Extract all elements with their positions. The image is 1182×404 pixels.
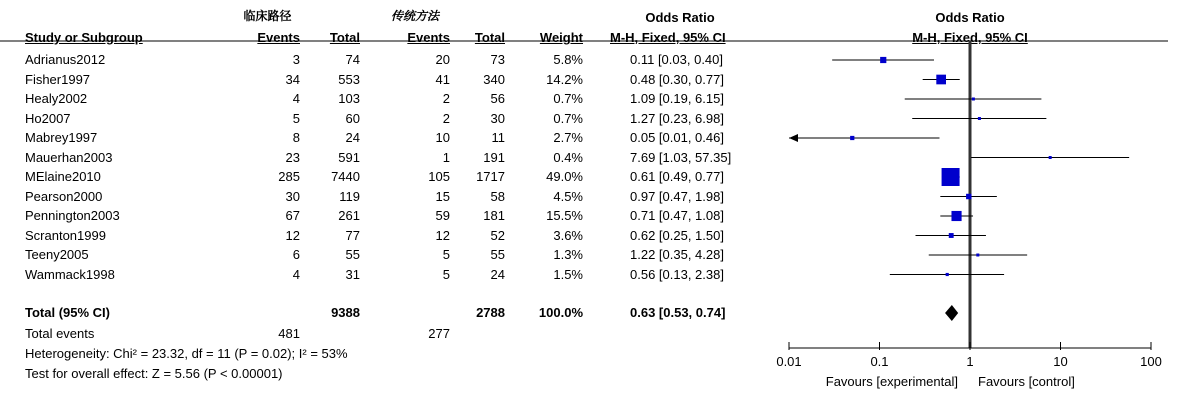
cell-e1: 4 bbox=[292, 266, 300, 282]
group1-header: 临床路径 bbox=[243, 9, 292, 23]
point-marker bbox=[951, 211, 961, 221]
cell-name: Scranton1999 bbox=[25, 227, 106, 243]
cell-ci: 1.27 [0.23, 6.98] bbox=[630, 110, 724, 126]
point-marker bbox=[976, 254, 979, 257]
total-events-e1: 481 bbox=[278, 326, 300, 341]
cell-n2: 191 bbox=[483, 149, 505, 165]
cell-e1: 34 bbox=[285, 71, 300, 87]
x-tick-label: 0.1 bbox=[870, 354, 889, 369]
cell-ci: 1.09 [0.19, 6.15] bbox=[630, 91, 724, 106]
cell-e2: 1 bbox=[442, 149, 450, 165]
total-events-label: Total events bbox=[25, 326, 95, 341]
cell-ci: 0.48 [0.30, 0.77] bbox=[630, 71, 724, 87]
cell-ci: 0.56 [0.13, 2.38] bbox=[630, 266, 724, 282]
cell-ci: 0.71 [0.47, 1.08] bbox=[630, 208, 724, 223]
col-ci: M-H, Fixed, 95% CI bbox=[610, 30, 726, 45]
cell-ci: 0.62 [0.25, 1.50] bbox=[630, 227, 724, 243]
cell-name: Adrianus2012 bbox=[25, 52, 106, 67]
cell-e1: 23 bbox=[285, 149, 300, 165]
favours-right-label: Favours [control] bbox=[978, 374, 1075, 389]
point-marker bbox=[936, 75, 946, 85]
cell-e1: 30 bbox=[285, 188, 300, 204]
cell-n1: 119 bbox=[339, 188, 360, 204]
cell-n1: 103 bbox=[338, 91, 360, 106]
cell-name: Mabrey1997 bbox=[25, 130, 98, 145]
cell-weight: 3.6% bbox=[553, 227, 583, 243]
cell-e1: 8 bbox=[292, 130, 300, 145]
cell-weight: 49.0% bbox=[546, 169, 583, 184]
cell-name: Wammack1998 bbox=[25, 266, 115, 282]
cell-n2: 181 bbox=[483, 208, 505, 223]
cell-ci: 7.69 [1.03, 57.35] bbox=[630, 149, 732, 165]
pooled-diamond bbox=[945, 305, 958, 321]
cell-n2: 73 bbox=[490, 52, 505, 67]
or-title-plot: Odds Ratio bbox=[935, 10, 1005, 25]
cell-e2: 5 bbox=[442, 266, 450, 282]
point-marker bbox=[942, 168, 960, 186]
cell-name: Pearson2000 bbox=[25, 188, 103, 204]
cell-e1: 67 bbox=[285, 208, 300, 223]
cell-n1: 553 bbox=[338, 71, 360, 87]
cell-name: Ho2007 bbox=[25, 110, 71, 126]
point-marker bbox=[966, 194, 971, 199]
cell-e2: 2 bbox=[442, 110, 450, 126]
cell-e2: 20 bbox=[435, 52, 450, 67]
cell-n1: 261 bbox=[338, 208, 360, 223]
cell-name: Mauerhan2003 bbox=[25, 149, 113, 165]
cell-e2: 12 bbox=[435, 227, 450, 243]
cell-e1: 12 bbox=[285, 227, 300, 243]
cell-n1: 591 bbox=[338, 149, 360, 165]
cell-name: Pennington2003 bbox=[25, 208, 120, 223]
total-n1: 9388 bbox=[331, 305, 360, 320]
cell-e1: 5 bbox=[292, 110, 300, 126]
cell-n1: 7440 bbox=[331, 169, 360, 184]
cell-n2: 11 bbox=[491, 130, 505, 145]
cell-e2: 10 bbox=[435, 130, 450, 145]
total-n2: 2788 bbox=[476, 305, 505, 320]
cell-e2: 2 bbox=[442, 91, 450, 106]
cell-weight: 1.3% bbox=[553, 247, 583, 262]
point-marker bbox=[949, 233, 954, 238]
point-marker bbox=[978, 117, 981, 120]
cell-name: MElaine2010 bbox=[25, 169, 101, 184]
cell-ci: 0.05 [0.01, 0.46] bbox=[630, 130, 724, 145]
cell-ci: 0.61 [0.49, 0.77] bbox=[630, 169, 724, 184]
cell-e1: 3 bbox=[292, 52, 300, 67]
col-events-2: Events bbox=[407, 30, 450, 45]
x-tick-label: 10 bbox=[1053, 354, 1068, 369]
cell-e2: 59 bbox=[435, 208, 450, 223]
cell-weight: 0.7% bbox=[553, 91, 583, 106]
cell-n1: 55 bbox=[345, 247, 360, 262]
cell-weight: 0.7% bbox=[553, 110, 583, 126]
cell-weight: 5.8% bbox=[553, 52, 583, 67]
point-marker bbox=[1049, 156, 1052, 159]
cell-weight: 15.5% bbox=[546, 208, 583, 223]
cell-e2: 41 bbox=[435, 71, 450, 87]
total-events-e2: 277 bbox=[428, 326, 450, 341]
group2-header: 传统方法 bbox=[390, 9, 439, 23]
cell-name: Fisher1997 bbox=[25, 71, 91, 87]
col-total-1: Total bbox=[329, 30, 360, 45]
cell-e1: 4 bbox=[292, 91, 300, 106]
point-marker bbox=[972, 98, 975, 101]
col-total-2: Total bbox=[474, 30, 505, 45]
total-label: Total (95% CI) bbox=[25, 305, 110, 320]
cell-name: Teeny2005 bbox=[25, 247, 89, 262]
heterogeneity-text: Heterogeneity: Chi² = 23.32, df = 11 (P = 0.02); I² = 53% bbox=[25, 346, 348, 361]
cell-e2: 105 bbox=[428, 169, 450, 184]
col-study: Study or Subgroup bbox=[25, 30, 143, 45]
cell-ci: 1.22 [0.35, 4.28] bbox=[630, 247, 724, 262]
cell-weight: 2.7% bbox=[553, 130, 583, 145]
cell-e1: 6 bbox=[292, 247, 300, 262]
total-ci: 0.63 [0.53, 0.74] bbox=[630, 305, 726, 320]
cell-n2: 58 bbox=[490, 188, 505, 204]
cell-n2: 340 bbox=[483, 71, 505, 87]
point-marker bbox=[946, 273, 949, 276]
cell-n2: 1717 bbox=[476, 169, 505, 184]
cell-e2: 15 bbox=[435, 188, 450, 204]
cell-ci: 0.11 [0.03, 0.40] bbox=[630, 52, 723, 67]
cell-n2: 55 bbox=[490, 247, 505, 262]
cell-ci: 0.97 [0.47, 1.98] bbox=[630, 188, 724, 204]
cell-n1: 60 bbox=[345, 110, 360, 126]
x-tick-label: 100 bbox=[1140, 354, 1162, 369]
cell-n2: 56 bbox=[490, 91, 505, 106]
cell-n1: 24 bbox=[345, 130, 360, 145]
col-ci-plot: M-H, Fixed, 95% CI bbox=[912, 30, 1028, 45]
or-title-table: Odds Ratio bbox=[645, 10, 715, 25]
cell-n2: 24 bbox=[490, 266, 505, 282]
cell-name: Healy2002 bbox=[25, 91, 88, 106]
point-marker bbox=[850, 136, 854, 140]
cell-n2: 30 bbox=[490, 110, 505, 126]
cell-n1: 31 bbox=[345, 266, 360, 282]
ci-arrow bbox=[789, 134, 798, 142]
overall-effect-text: Test for overall effect: Z = 5.56 (P < 0.00001) bbox=[25, 366, 283, 381]
cell-weight: 14.2% bbox=[546, 71, 583, 87]
cell-weight: 0.4% bbox=[553, 149, 583, 165]
x-tick-label: 1 bbox=[966, 354, 974, 369]
cell-n2: 52 bbox=[490, 227, 505, 243]
total-weight: 100.0% bbox=[538, 305, 583, 320]
col-weight: Weight bbox=[539, 30, 583, 45]
col-events-1: Events bbox=[257, 30, 300, 45]
cell-e2: 5 bbox=[442, 247, 450, 262]
cell-n1: 77 bbox=[345, 227, 360, 243]
cell-weight: 4.5% bbox=[553, 188, 583, 204]
favours-left-label: Favours [experimental] bbox=[825, 374, 958, 389]
x-tick-label: 0.01 bbox=[776, 354, 802, 369]
cell-weight: 1.5% bbox=[553, 266, 583, 282]
cell-n1: 74 bbox=[345, 52, 360, 67]
point-marker bbox=[880, 57, 886, 63]
cell-e1: 285 bbox=[278, 169, 300, 184]
